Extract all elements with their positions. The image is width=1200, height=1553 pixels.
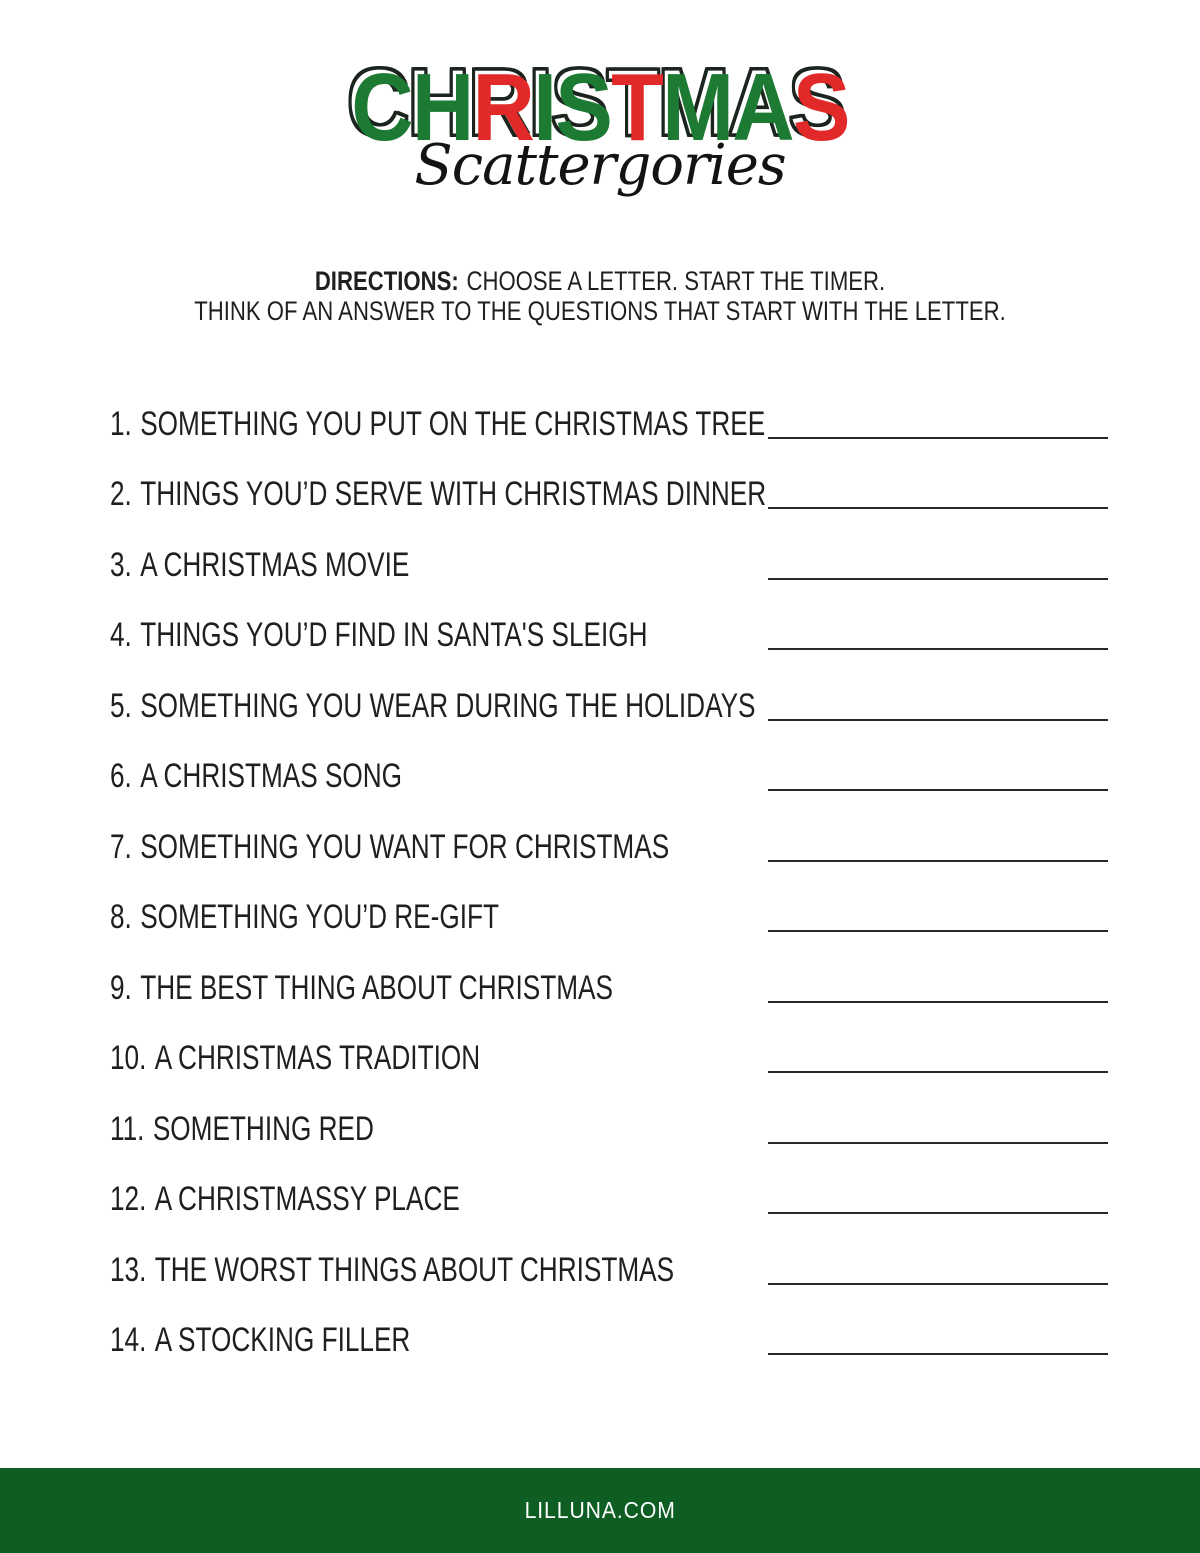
answer-line — [768, 789, 1108, 791]
title-letter: A A — [732, 55, 793, 161]
question-label — [110, 546, 409, 585]
question-row — [110, 545, 1108, 585]
answer-line — [768, 578, 1108, 580]
question-text: A CHRISTMASSY PLACE — [154, 1180, 460, 1218]
answer-line — [768, 930, 1108, 932]
question-text: THE BEST THING ABOUT CHRISTMAS — [140, 969, 613, 1007]
question-label — [110, 1039, 480, 1078]
question-number: 3. — [110, 546, 132, 584]
directions-line-2: THINK OF AN ANSWER TO THE QUESTIONS THAT START WITH THE LETTER. — [194, 296, 1006, 326]
question-label — [110, 828, 669, 867]
question-number: 1. — [110, 405, 132, 443]
title-letter: H H — [412, 55, 473, 161]
question-row — [110, 1109, 1108, 1149]
question-text: SOMETHING RED — [152, 1110, 374, 1148]
question-row — [110, 1320, 1108, 1360]
question-text: A CHRISTMAS MOVIE — [140, 546, 410, 584]
page-subtitle: Scattergories — [414, 133, 786, 198]
title-letter: I I — [533, 55, 555, 161]
question-label — [110, 969, 613, 1008]
question-number: 6. — [110, 757, 132, 795]
title-letter: C C — [351, 55, 412, 161]
question-number: 4. — [110, 616, 132, 654]
answer-line — [768, 648, 1108, 650]
answer-line — [768, 1283, 1108, 1285]
question-label — [110, 1110, 374, 1149]
answer-line — [768, 719, 1108, 721]
answer-line — [768, 1212, 1108, 1214]
question-text: A CHRISTMAS SONG — [140, 757, 403, 795]
question-row — [110, 827, 1108, 867]
directions-line-1 — [108, 266, 1092, 296]
question-row — [110, 1250, 1108, 1290]
question-text: SOMETHING YOU PUT ON THE CHRISTMAS TREE — [140, 405, 766, 443]
question-row — [110, 756, 1108, 796]
question-number: 2. — [110, 475, 132, 513]
question-row — [110, 686, 1108, 726]
question-row — [110, 1038, 1108, 1078]
answer-line — [768, 1001, 1108, 1003]
question-number: 13. — [110, 1251, 147, 1289]
question-number: 10. — [110, 1039, 147, 1077]
answer-line — [768, 507, 1108, 509]
title-letter: M M — [662, 55, 732, 161]
footer-bar — [0, 1468, 1200, 1553]
question-number: 9. — [110, 969, 132, 1007]
question-number: 14. — [110, 1321, 147, 1359]
answer-line — [768, 860, 1108, 862]
title-letter: S S — [555, 55, 611, 161]
directions-text-1: CHOOSE A LETTER. START THE TIMER. — [466, 266, 886, 296]
question-label — [110, 898, 499, 937]
question-row — [110, 404, 1108, 444]
question-number: 5. — [110, 687, 132, 725]
question-row — [110, 615, 1108, 655]
question-label — [110, 1251, 674, 1290]
question-label — [110, 687, 756, 726]
question-text: THINGS YOU’D FIND IN SANTA'S SLEIGH — [140, 616, 648, 654]
question-row — [110, 1179, 1108, 1219]
question-row — [110, 968, 1108, 1008]
question-text: A CHRISTMAS TRADITION — [154, 1039, 481, 1077]
question-label — [110, 1180, 460, 1219]
question-label — [110, 616, 648, 655]
question-text: SOMETHING YOU WANT FOR CHRISTMAS — [140, 828, 670, 866]
question-label — [110, 475, 766, 514]
question-text: THINGS YOU’D SERVE WITH CHRISTMAS DINNER — [140, 475, 767, 513]
answer-line — [768, 1071, 1108, 1073]
answer-line — [768, 1142, 1108, 1144]
question-number: 7. — [110, 828, 132, 866]
directions — [0, 266, 1200, 326]
question-text: SOMETHING YOU WEAR DURING THE HOLIDAYS — [140, 687, 756, 725]
answer-line — [768, 437, 1108, 439]
question-number: 8. — [110, 898, 132, 936]
question-text: A STOCKING FILLER — [154, 1321, 411, 1359]
footer-site-text: LILLUNA.COM — [524, 1497, 676, 1523]
question-label — [110, 405, 765, 444]
question-number: 11. — [110, 1110, 145, 1148]
question-text: SOMETHING YOU’D RE-GIFT — [140, 898, 499, 936]
question-label — [110, 757, 402, 796]
question-row — [110, 474, 1108, 514]
directions-label: DIRECTIONS: — [314, 266, 459, 296]
question-text: THE WORST THINGS ABOUT CHRISTMAS — [154, 1251, 675, 1289]
question-number: 12. — [110, 1180, 147, 1218]
question-label — [110, 1321, 410, 1360]
answer-line — [768, 1353, 1108, 1355]
question-row — [110, 897, 1108, 937]
title-letter: S S — [793, 55, 849, 161]
title-letter: T T — [611, 55, 662, 161]
title-letter: R R — [472, 55, 533, 161]
